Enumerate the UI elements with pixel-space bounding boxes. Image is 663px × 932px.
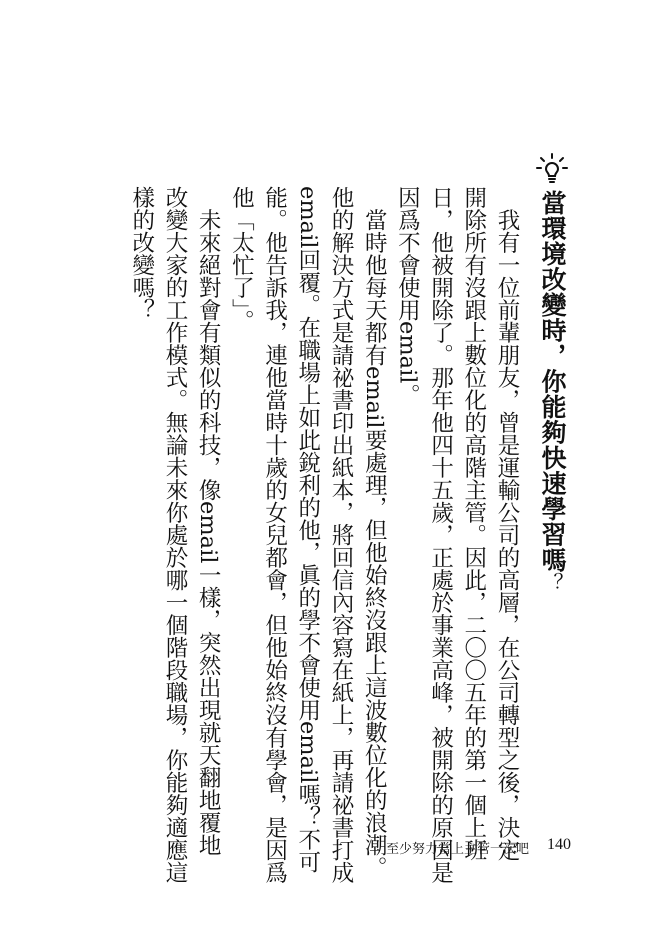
body-line: 日，他被開除了。那年他四十五歲，正處於事業高峰，被開除的原因是	[427, 186, 454, 884]
body-line: 因爲不會使用email。	[394, 186, 421, 406]
section-heading	[535, 190, 569, 593]
body-line: 我有一位前輩朋友，曾是運輸公司的高層，在公司轉型之後，決定	[494, 186, 520, 861]
body-line: 他「太忙了」。	[228, 186, 255, 333]
body-line: 樣的改變嗎？	[128, 186, 155, 321]
body-line: 開除所有沒跟上數位化的高階主管。因此，二〇〇五年的第一個上班	[460, 186, 487, 861]
body-line: email回覆。在職場上如此銳利的他，眞的學不會使用email嗎？不可	[294, 186, 321, 874]
lightbulb-icon	[535, 152, 569, 186]
page-number: 140	[547, 836, 571, 853]
body-line: 當時他每天都有email要處理，但他始終沒跟上這波數位化的浪潮。	[361, 186, 388, 879]
running-footer-book-title: 至少努力當上主管一次吧	[386, 842, 530, 857]
section-heading-title: 當環境改變時，你能夠快速學習嗎	[538, 190, 567, 573]
body-line: 他的解決方式是請祕書印出紙本，將回信內容寫在紙上，再請祕書打成	[327, 186, 354, 884]
body-line: 未來絕對會有類似的科技，像email一樣，突然出現就天翻地覆地	[195, 186, 222, 856]
section-heading-question-mark: ？	[540, 572, 564, 593]
body-line: 能。他告訴我，連他當時十歲的女兒都會，但他始終沒有學會，是因爲	[261, 186, 288, 884]
body-line: 改變大家的工作模式。無論未來你處於哪一個階段職場，你能夠適應這	[161, 186, 188, 884]
